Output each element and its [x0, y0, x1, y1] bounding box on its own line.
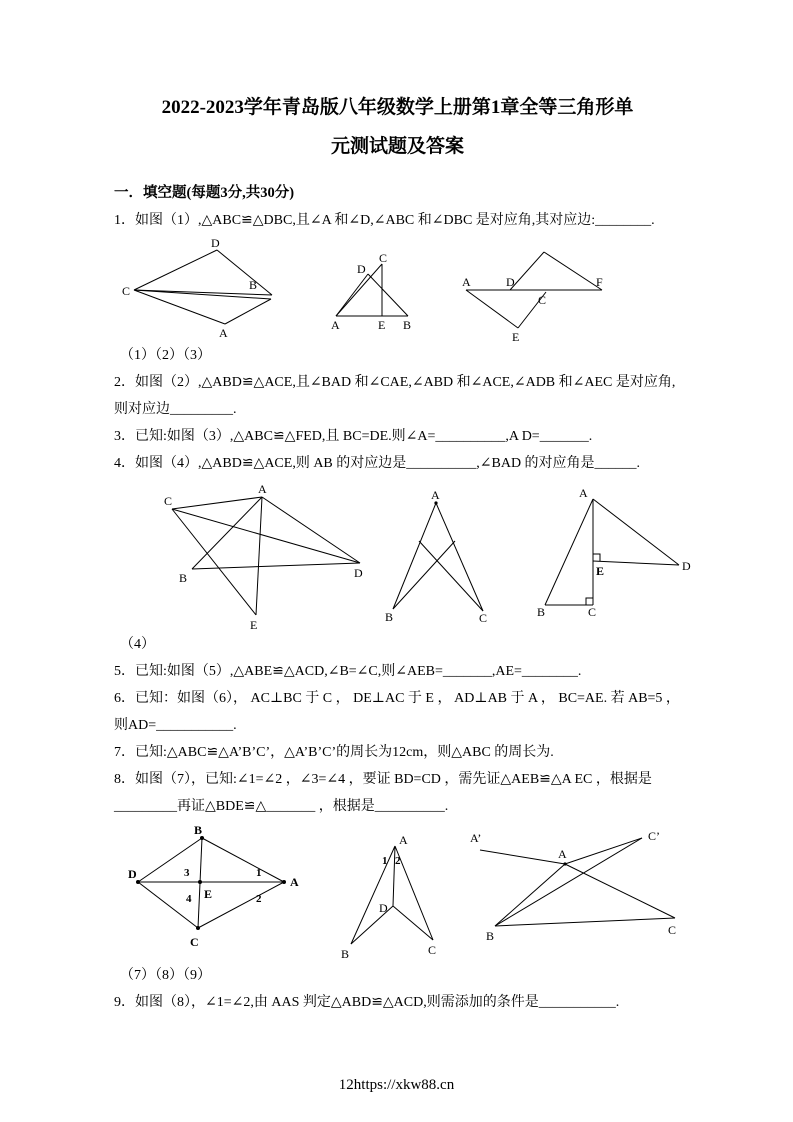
- question-8: 8．如图（7），已知:∠1=∠2 ，∠3=∠4 ，要证 BD=CD ，需先证△AEB≌△A EC ，根据是_________再证△BDE≌△_______ ，根据是__________.: [114, 772, 652, 814]
- figure-8-angle-1: 1: [382, 855, 388, 867]
- page-title-line-2: 元测试题及答案: [330, 136, 464, 157]
- question-5: 5．已知:如图（5）,△ABE≌△ACD,∠B=∠C,则∠AEB=_______,AE=________.: [114, 664, 582, 679]
- figure-3-label-c: C: [538, 293, 547, 307]
- figure-7-label-b: B: [194, 824, 203, 837]
- figure-3-label-f: F: [596, 275, 603, 289]
- figure-9: [470, 824, 690, 942]
- figure-3-label-a: A: [462, 275, 471, 289]
- figure-4-label-a: A: [258, 483, 267, 496]
- figure-9-label-b: B: [486, 929, 495, 942]
- figure-7-angle-1: 1: [256, 867, 262, 879]
- figure-3-label-e: E: [512, 330, 520, 342]
- figure-3-label-d: D: [506, 275, 515, 289]
- page-title-line-1: 2022-2023学年青岛版八年级数学上册第1章全等三角形单: [161, 97, 634, 118]
- figure-5-label-a: A: [431, 489, 440, 502]
- figure-8-label-c: C: [428, 943, 437, 957]
- question-3: 3．已知:如图（3）,△ABC≌△FED,且 BC=DE.则∠A=__________,A D=_______.: [114, 429, 593, 444]
- question-2: 2．如图（2）,△ABD≌△ACE,且∠BAD 和∠CAE,∠ABD 和∠ACE,∠ADB 和∠AEC 是对应角,则对应边_________.: [114, 375, 676, 417]
- figure-8-angle-2: 2: [395, 855, 401, 867]
- figure-caption-7-8-9: （7）（8）（9）: [120, 968, 211, 983]
- figure-2: [330, 252, 415, 330]
- figure-8-lines: [351, 846, 433, 944]
- figure-1-label-a: A: [219, 326, 228, 338]
- figure-8-label-a: A: [399, 833, 408, 847]
- figure-6-lines: [545, 499, 679, 605]
- figure-1-label-d: D: [211, 238, 220, 250]
- figure-7-label-c: C: [190, 935, 199, 949]
- figure-2-label-d: D: [357, 262, 366, 276]
- figure-8-label-b: B: [341, 947, 350, 961]
- figure-1-label-b: B: [249, 278, 258, 292]
- figure-2-label-c: C: [379, 252, 388, 265]
- question-7: 7．已知:△ABC≌△A’B’C’，△A’B’C’的周长为12cm，则△ABC 的周长为.: [114, 745, 554, 760]
- figure-6-label-d: D: [682, 559, 691, 573]
- figure-4-label-c: C: [164, 494, 173, 508]
- question-4: 4．如图（4）,△ABD≌△ACE,则 AB 的对应边是__________,∠BAD 的对应角是______.: [114, 456, 641, 471]
- figure-row-3: [114, 824, 681, 962]
- figure-3: [462, 246, 607, 342]
- figure-5-lines: [393, 503, 483, 611]
- figure-6: [535, 483, 693, 617]
- figure-9-label-c-prime: C’: [648, 829, 660, 843]
- figure-1-label-c: C: [122, 284, 131, 298]
- figure-1: [122, 238, 277, 338]
- figure-row-1: [114, 238, 681, 342]
- question-9: 9．如图（8），∠1=∠2,由 AAS 判定△ABD≌△ACD,则需添加的条件是___________.: [114, 995, 620, 1010]
- figure-9-lines: [480, 838, 675, 926]
- section-1-header: 一．填空题(每题3分,共30分): [114, 185, 295, 201]
- figure-5-label-b: B: [385, 610, 394, 623]
- question-6: 6．已知：如图（6）， AC⊥BC 于 C ， DE⊥AC 于 E ， AD⊥AB 于 A ， BC=AE. 若 AB=5 ，则AD=___________.: [114, 691, 680, 733]
- figure-7-label-d: D: [128, 867, 137, 881]
- figure-5-label-c: C: [479, 611, 488, 623]
- figure-8: [335, 830, 445, 962]
- figure-4-label-b: B: [179, 571, 188, 585]
- figure-7-angle-3: 3: [184, 867, 190, 879]
- figure-7-angle-4: 4: [186, 893, 192, 905]
- figure-row-2: [114, 483, 691, 631]
- question-1: 1．如图（1）,△ABC≌△DBC,且∠A 和∠D,∠ABC 和∠DBC 是对应角,其对应边:________.: [114, 213, 655, 228]
- figure-9-vertex-dot: [563, 862, 566, 865]
- figure-8-label-d: D: [379, 901, 388, 915]
- figure-7-label-e: E: [204, 887, 213, 901]
- figure-3-lines: [466, 252, 602, 328]
- figure-4-label-e: E: [250, 618, 258, 631]
- figure-7-lines: [138, 838, 284, 928]
- figure-2-label-e: E: [378, 318, 386, 330]
- figure-6-label-b: B: [537, 605, 546, 617]
- figure-6-label-c: C: [588, 605, 597, 617]
- right-angle-mark-c: [586, 598, 593, 605]
- figure-9-label-c: C: [668, 923, 677, 937]
- figure-2-lines: [336, 264, 408, 316]
- figure-7: [128, 824, 300, 950]
- figure-2-label-b: B: [403, 318, 412, 330]
- right-angle-mark-e: [593, 554, 600, 561]
- figure-4-lines: [172, 497, 360, 615]
- figure-6-label-e: E: [596, 564, 605, 578]
- figure-7-label-a: A: [290, 875, 299, 889]
- figure-7-vertex-dots: [136, 836, 286, 930]
- figure-9-label-a-prime: A’: [470, 831, 482, 845]
- figure-6-label-a: A: [579, 486, 588, 500]
- figure-4: [164, 483, 369, 631]
- figure-2-label-a: A: [331, 318, 340, 330]
- page-footer-url: 12https://xkw88.cn: [338, 1077, 455, 1093]
- figure-7-angle-2: 2: [256, 893, 262, 905]
- figure-9-label-a: A: [558, 847, 567, 861]
- figure-caption-4: （4）: [120, 637, 155, 652]
- figure-caption-1-2-3: （1）（2）（3）: [120, 348, 211, 363]
- figure-4-label-d: D: [354, 566, 363, 580]
- figure-5: [383, 489, 493, 623]
